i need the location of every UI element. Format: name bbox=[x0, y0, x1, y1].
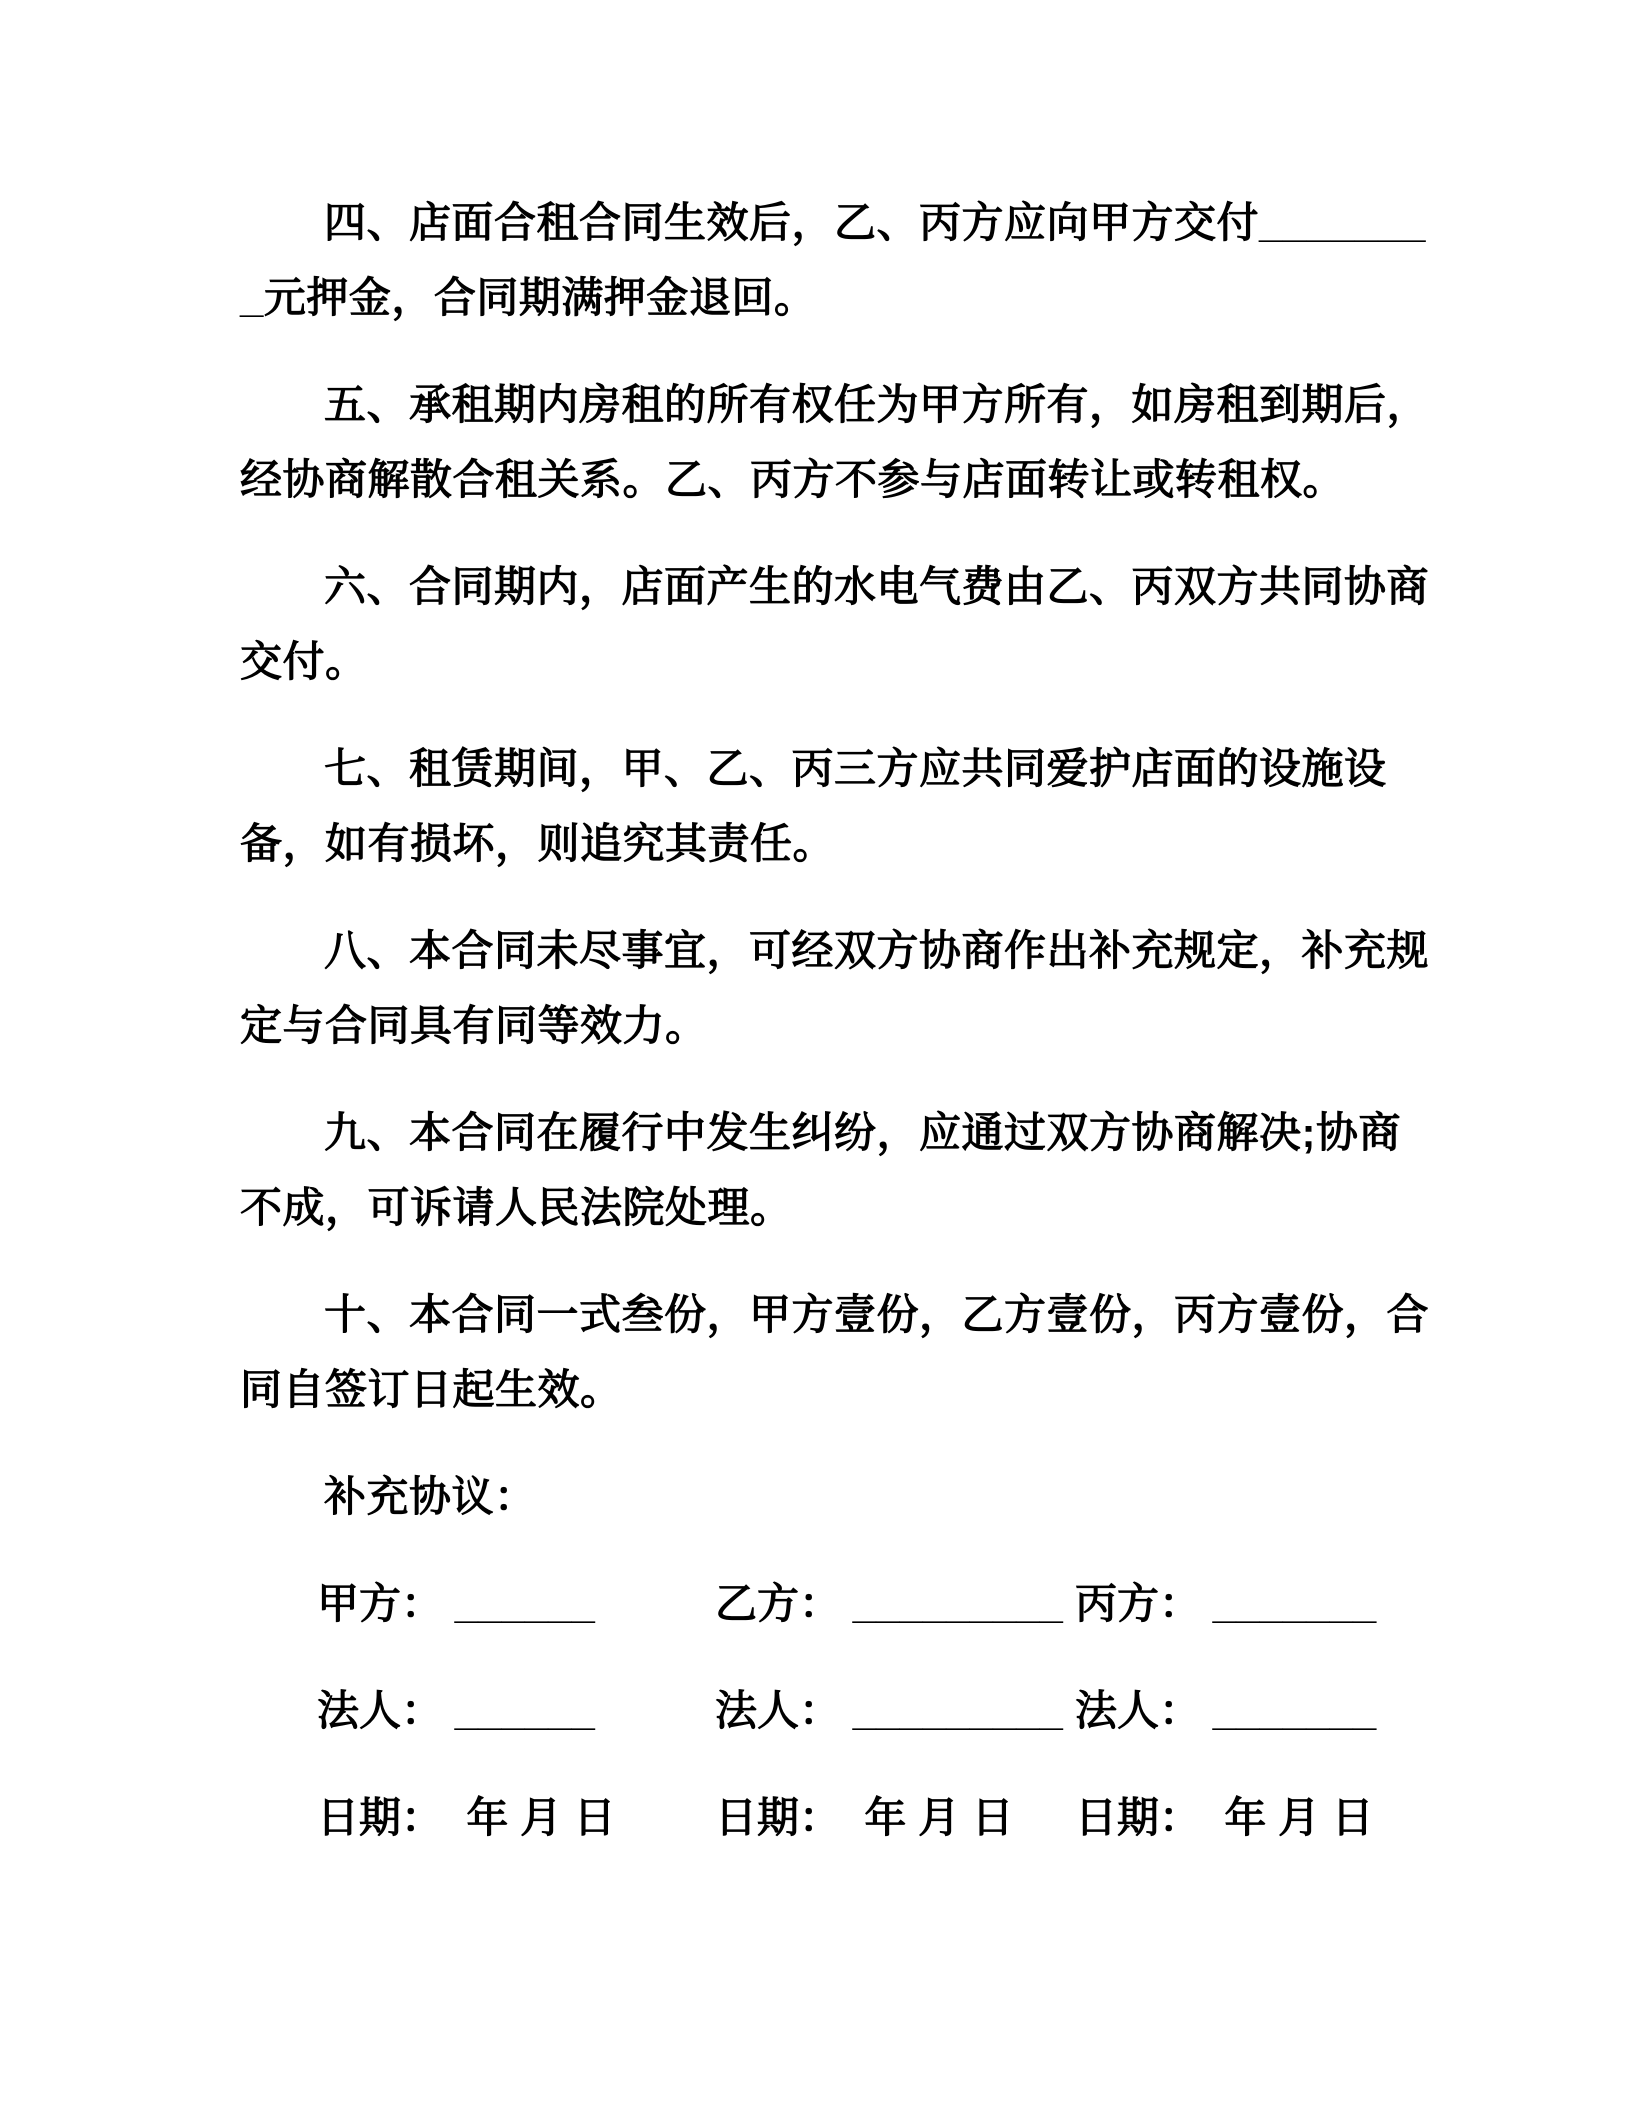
legal-rep-b-field: 法人： _________ bbox=[715, 1687, 1063, 1734]
clause-9-paragraph: 九、本合同在履行中发生纠纷，应通过双方协商解决;协商不成，可诉请人民法院处理。 bbox=[240, 1109, 1401, 1231]
date-a-field: 日期： 年 月 日 bbox=[317, 1794, 616, 1841]
clause-10-paragraph: 十、本合同一式叁份，甲方壹份，乙方壹份，丙方壹份，合同自签订日起生效。 bbox=[240, 1291, 1430, 1413]
date-row bbox=[240, 1780, 1432, 1855]
legal-rep-row bbox=[240, 1673, 1432, 1748]
clause-5-paragraph: 五、承租期内房租的所有权任为甲方所有，如房租到期后，经协商解散合租关系。乙、丙方不参与店面转让或转租权。 bbox=[240, 381, 1430, 503]
clause-6-paragraph: 六、合同期内，店面产生的水电气费由乙、丙双方共同协商交付。 bbox=[240, 563, 1430, 685]
party-a-field: 甲方： ______ bbox=[317, 1580, 595, 1627]
supplement-agreement-label: 补充协议： bbox=[324, 1473, 537, 1520]
date-c-field: 日期： 年 月 日 bbox=[1075, 1794, 1374, 1841]
clause-7-paragraph: 七、租赁期间，甲、乙、丙三方应共同爱护店面的设施设备，如有损坏，则追究其责任。 bbox=[240, 745, 1387, 867]
party-b-field: 乙方： _________ bbox=[715, 1580, 1063, 1627]
clause-4-paragraph: 四、店面合租合同生效后，乙、丙方应向甲方交付________元押金，合同期满押金退回。 bbox=[240, 199, 1427, 321]
legal-rep-a-field: 法人： ______ bbox=[317, 1687, 595, 1734]
party-name-row bbox=[240, 1566, 1432, 1641]
date-b-field: 日期： 年 月 日 bbox=[715, 1794, 1014, 1841]
legal-rep-c-field: 法人： _______ bbox=[1075, 1687, 1377, 1734]
clause-8-paragraph: 八、本合同未尽事宜，可经双方协商作出补充规定，补充规定与合同具有同等效力。 bbox=[240, 927, 1430, 1049]
party-c-field: 丙方： _______ bbox=[1075, 1580, 1377, 1627]
